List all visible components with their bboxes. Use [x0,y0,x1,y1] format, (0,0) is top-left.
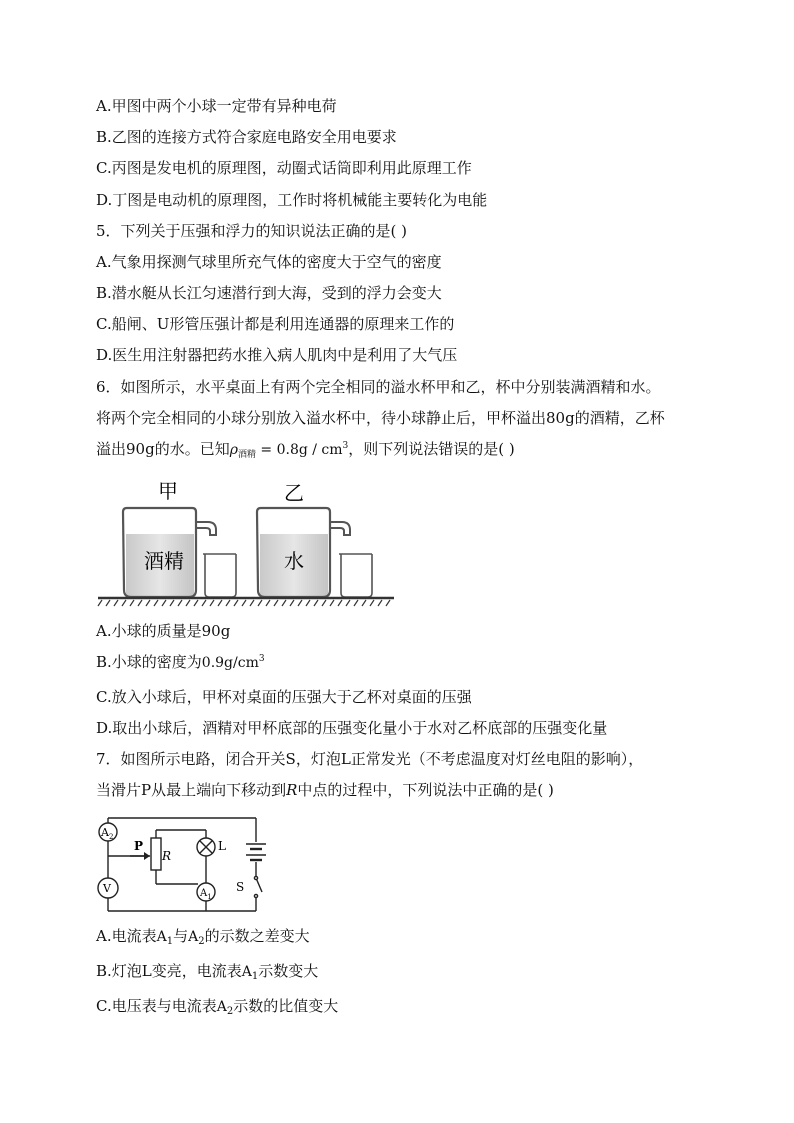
beaker-jia [203,554,236,597]
q6-stem-line2: 将两个完全相同的小球分别放入溢水杯中，待小球静止后，甲杯溢出80g的酒精，乙杯 [96,409,665,427]
table-surface [98,598,394,606]
liquid-label-jia: 酒精 [144,549,184,573]
meter-a2-symbol: $A_2$ [188,929,205,947]
q6-stem-line3-pre: 溢出90g的水。已知 [96,440,230,458]
voltmeter-label-v: V [103,882,111,895]
q7-option-c-pre: C.电压表与电流表 [96,997,217,1015]
rheostat-label-r: R [162,849,172,863]
q6-option-b-value: 0.9g/cm [201,655,259,671]
q6-option-b [96,652,265,673]
q4-option-a: A.甲图中两个小球一定带有异种电荷 [96,97,337,115]
density-formula [230,442,349,458]
rho-exponent: 3 [342,441,349,451]
ammeter-a1-label: $A_1$ [200,888,212,901]
q7-option-a-post: 的示数之差变大 [204,927,310,945]
q7-option-b-post: 示数变大 [258,962,319,980]
q6-option-b-pre: B.小球的密度为 [96,653,202,671]
q6-stem-line1: 6．如图所示，水平桌面上有两个完全相同的溢水杯甲和乙，杯中分别装满酒精和水。 [96,378,661,396]
rho-subscript: 酒精 [237,450,256,460]
q7-option-b [96,961,318,982]
q7-stem-line2 [96,780,554,800]
slider-p [130,852,150,860]
q7-option-a-mid: 与 [173,927,189,945]
beaker-yi [339,554,372,597]
lamp-label-l: L [218,839,226,853]
q5-option-a: A.气象用探测气球里所充气体的密度大于空气的密度 [96,253,442,271]
cup-yi [257,508,350,597]
switch-label-s: S [236,880,245,894]
q6-stem-line3 [96,439,515,460]
q4-option-b: B.乙图的连接方式符合家庭电路安全用电要求 [96,128,397,146]
q5-option-d: D.医生用注射器把药水推入病人肌肉中是利用了大气压 [96,346,458,364]
q7-stem-line2-pre: 当滑片P从最上端向下移动到 [96,781,287,799]
q4-option-d: D.丁图是电动机的原理图，工作时将机械能主要转化为电能 [96,191,488,209]
rho-value: = 0.8g / cm [255,442,343,458]
q7-option-c-post: 示数的比值变大 [233,997,339,1015]
ammeter-a2-label: $A_2$ [101,826,114,841]
q7-stem-line1: 7．如图所示电路，闭合开关S，灯泡L正常发光（不考虑温度对灯丝电阻的影响）， [96,750,644,768]
q7-option-a [96,926,310,947]
q7-option-a-pre: A.电流表 [96,927,157,945]
q6-option-b-exp: 3 [258,654,265,664]
q4-option-c: C.丙图是发电机的原理图，动圈式话筒即利用此原理工作 [96,159,472,177]
meter-a2-symbol-c: $A_2$ [216,999,234,1017]
q5-stem: 5．下列关于压强和浮力的知识说法正确的是( ) [96,222,408,240]
liquid-label-yi: 水 [284,549,304,573]
circuit-diagram [96,812,276,916]
rho-symbol: ρ [229,442,238,458]
cup-jia [123,508,216,597]
slider-label-p: P [134,839,144,853]
overflow-cups-figure [96,472,396,610]
q6-option-a: A.小球的质量是90g [96,622,231,640]
q7-stem-r: R [286,781,298,799]
meter-a1-symbol: $A_1$ [156,929,174,947]
label-jia: 甲 [158,479,178,503]
q5-option-c: C.船闸、U形管压强计都是利用连通器的原理来工作的 [96,315,455,333]
q6-option-d: D.取出小球后，酒精对甲杯底部的压强变化量小于水对乙杯底部的压强变化量 [96,719,608,737]
meter-a1-symbol-b: $A_1$ [241,964,259,982]
q6-option-c: C.放入小球后，甲杯对桌面的压强大于乙杯对桌面的压强 [96,688,472,706]
label-yi: 乙 [284,481,304,505]
q7-stem-line2-post: 中点的过程中，下列说法中正确的是( ) [297,781,554,799]
q7-option-c [96,996,338,1017]
q6-stem-line3-post: ，则下列说法错误的是( ) [348,440,515,458]
q7-option-b-pre: B.灯泡L变亮，电流表 [96,962,242,980]
q5-option-b: B.潜水艇从长江匀速潜行到大海，受到的浮力会变大 [96,284,442,302]
